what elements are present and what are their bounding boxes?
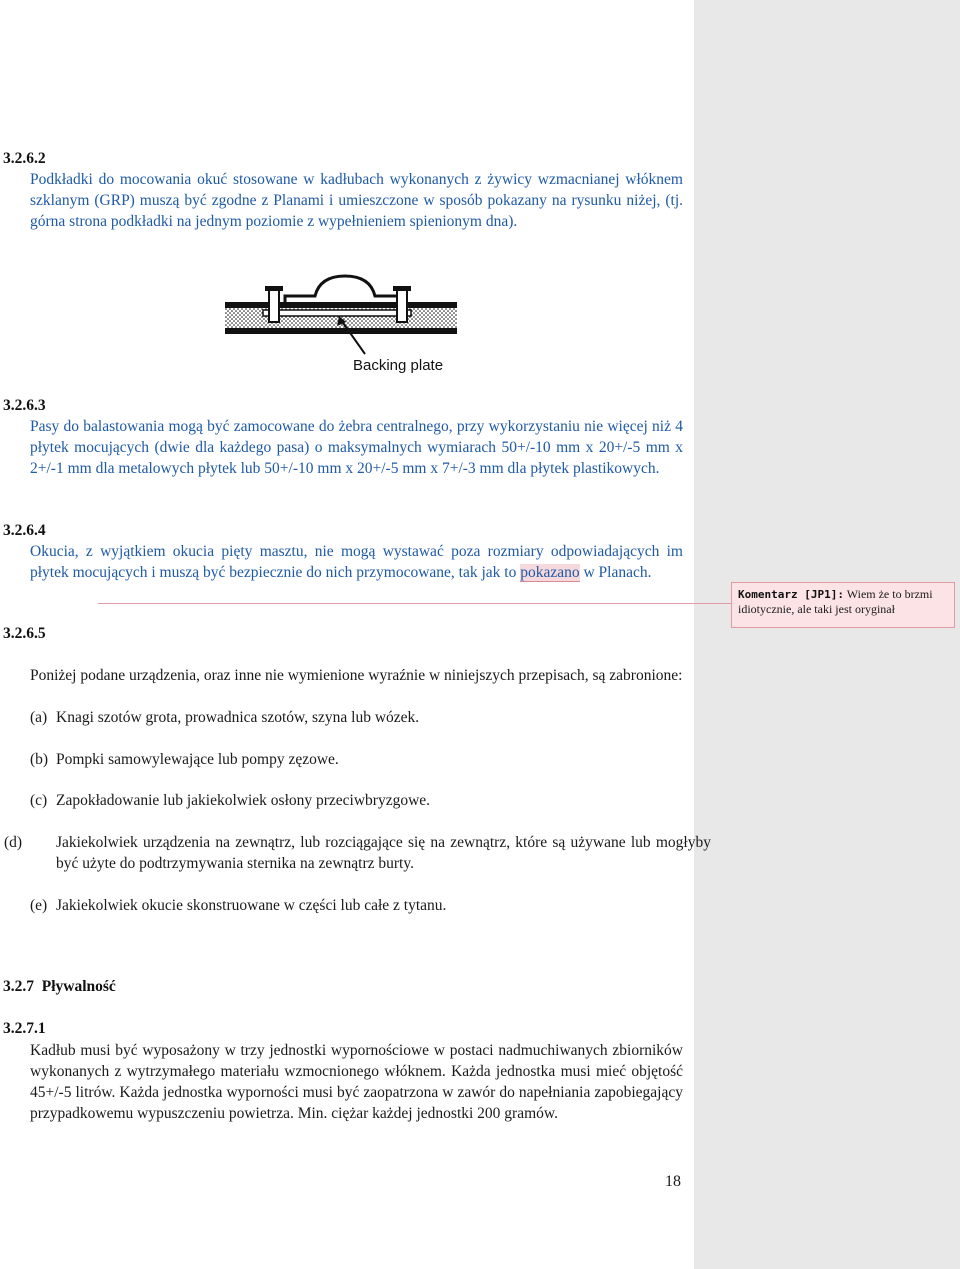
- comment-balloon[interactable]: [731, 582, 955, 628]
- figure-label: Backing plate: [353, 357, 444, 374]
- section-text-3-2-6-2: Podkładki do mocowania okuć stosowane w kadłubach wykonanych z żywicy wzmacnianej włóknem szklanym (GRP) muszą być zgodne z Planami i umieszczone w sposób pokazany na rysunku niżej, (tj. górna strona podkładki na jednym poziomie z wypełnieniem spienionym dna).: [30, 171, 683, 230]
- comment-title: Komentarz [JP1]:: [738, 588, 844, 601]
- list-item-e: (e) Jakiekolwiek okucie skonstruowane w części lub całe z tytanu.: [30, 897, 447, 914]
- bolt-right: [397, 290, 407, 322]
- commented-text-highlight[interactable]: pokazano: [520, 564, 580, 581]
- section-number-3-2-7-1: 3.2.7.1: [3, 1020, 46, 1037]
- comment-text: Wiem że to brzmi idiotycznie, ale taki jest oryginał: [738, 587, 933, 616]
- list-item-b: (b) Pompki samowylewające lub pompy zęzowe.: [30, 751, 339, 768]
- section-text-3-2-7-1: Kadłub musi być wyposażony w trzy jednostki wypornościowe w postaci nadmuchiwanych zbiorników wykonanych z wytrzymałego materiału wzmocnionego włóknem. Każda jednostka musi mieć objętość 45+/-5 litrów. Każda jednostka wyporności musi być zaopatrzona w zawór do napełniania zapobiegający przypadkowemu wypuszczeniu powietrza. Min. ciężar każdej jednostki 200 gramów.: [30, 1042, 683, 1122]
- list-item-a: (a) Knagi szotów grota, prowadnica szotów, szyna lub wózek.: [30, 709, 420, 726]
- backing-plate: [263, 310, 411, 316]
- comment-connector-line: [98, 603, 731, 604]
- list-item-d: (d) Jakiekolwiek urządzenia na zewnątrz, lub rozciągające się na zewnątrz, które są używane lub mogłyby być użyte do podtrzymywania sternika na zewnątrz burty.: [4, 834, 711, 872]
- section-heading-3-2-7: 3.2.7 Pływalność: [3, 978, 116, 995]
- bolt-left: [269, 290, 279, 322]
- backing-plate-figure: [225, 272, 465, 376]
- section-text-3-2-6-3: Pasy do balastowania mogą być zamocowane do żebra centralnego, przy wykorzystaniu nie więcej niż 4 płytek mocujących (dwie dla każdego pasa) o maksymalnych wymiarach 50+/-10 mm x 20+/-5 mm x 2+/-1 mm dla metalowych płytek lub 50+/-10 mm x 20+/-5 mm x 7+/-3 mm dla płytek plastikowych.: [30, 418, 683, 477]
- section-number-3-2-6-3: 3.2.6.3: [3, 397, 46, 414]
- comment-margin-pane: [694, 0, 960, 1269]
- section-text-3-2-6-4: Okucia, z wyjątkiem okucia pięty masztu, nie mogą wystawać poza rozmiary odpowiadających im płytek mocujących i muszą być bezpiecznie do nich przymocowane, tak jak to pokazano w Planach.: [30, 543, 683, 581]
- section-intro-3-2-6-5: Poniżej podane urządzenia, oraz inne nie wymienione wyraźnie w niniejszych przepisach, są zabronione:: [30, 667, 683, 684]
- section-number-3-2-6-2: 3.2.6.2: [3, 150, 46, 167]
- hull-top-layer: [225, 302, 457, 308]
- fitting-dome: [285, 276, 403, 302]
- hull-bottom-layer: [225, 328, 457, 334]
- page-number: 18: [665, 1173, 681, 1190]
- list-item-c: (c) Zapokładowanie lub jakiekolwiek osłony przeciwbryzgowe.: [30, 792, 431, 809]
- section-number-3-2-6-4: 3.2.6.4: [3, 522, 46, 539]
- section-number-3-2-6-5: 3.2.6.5: [3, 625, 46, 642]
